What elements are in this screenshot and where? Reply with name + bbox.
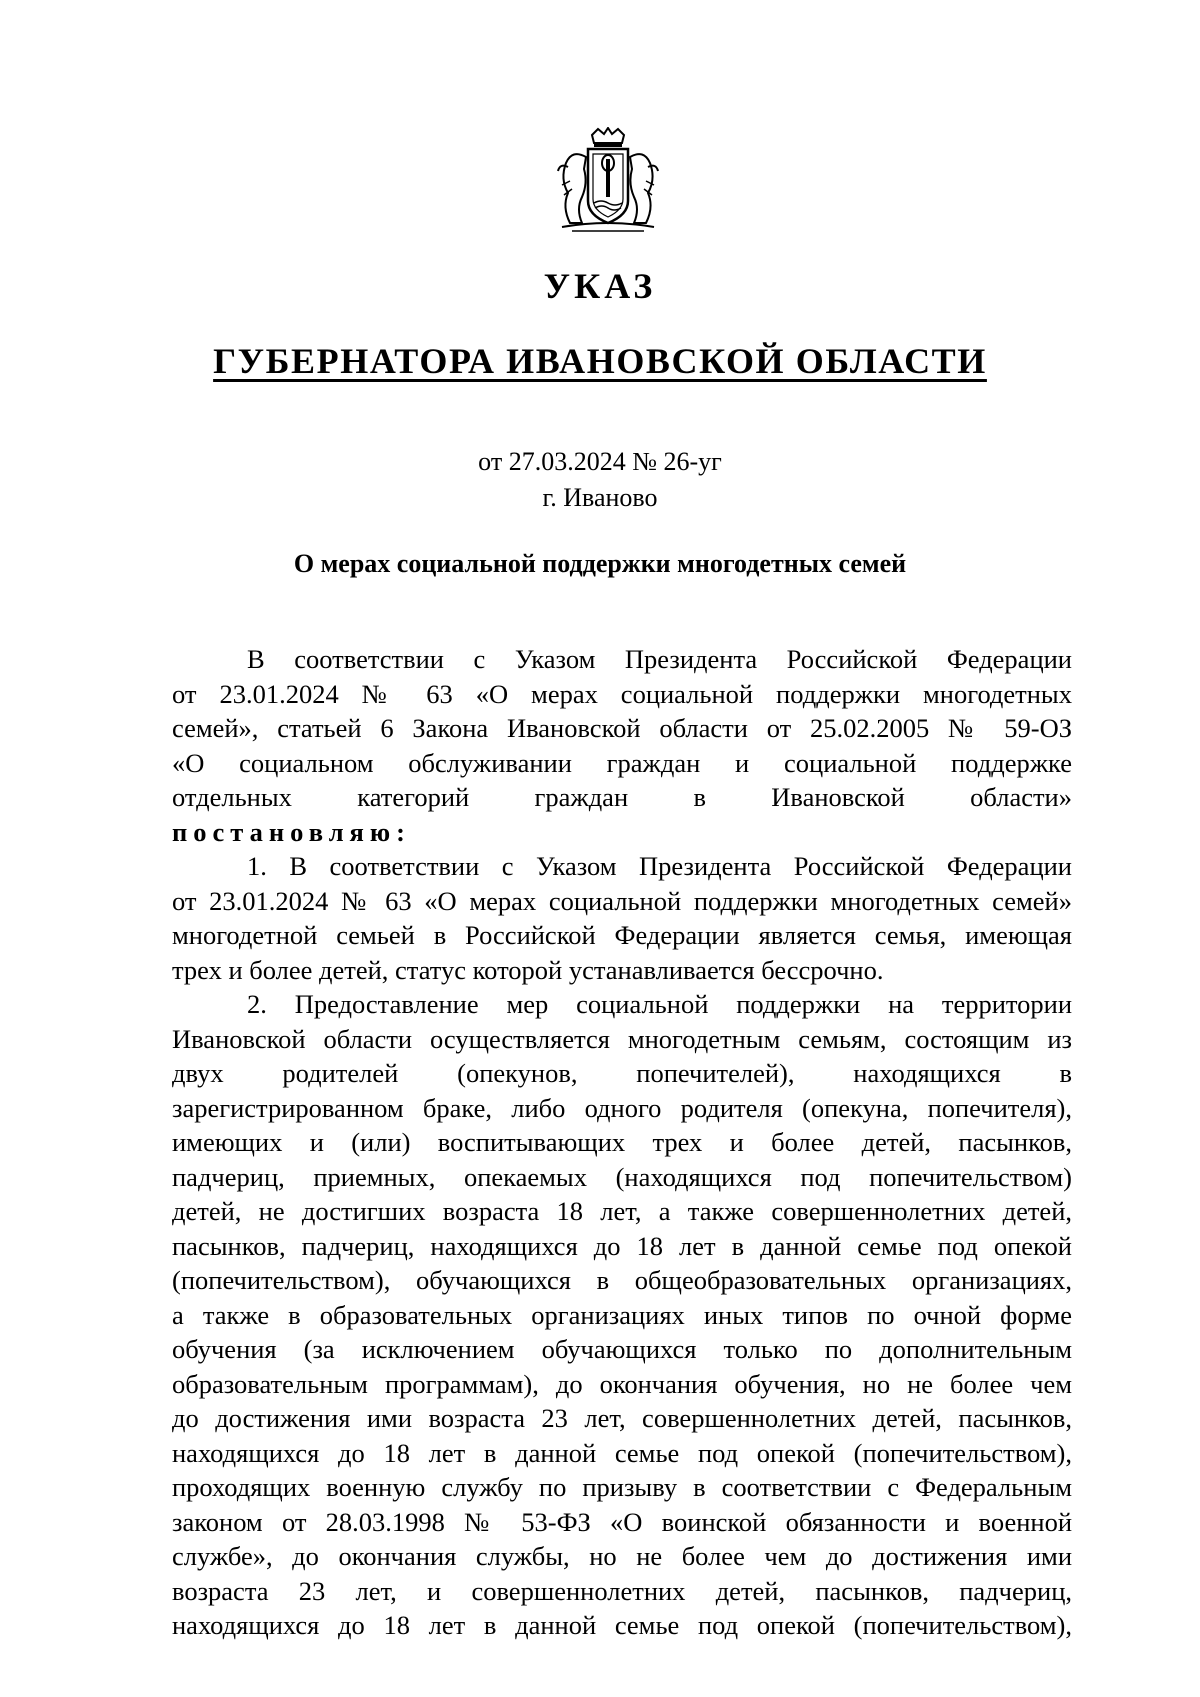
body-line: двух родителей (опекунов, попечителей), находящихся в <box>172 1058 1072 1088</box>
body-line: образовательным программам), до окончания обучения, но не более чем <box>172 1368 1072 1399</box>
body-line: трех и более детей, статус которой устанавливается бессрочно. <box>172 954 884 985</box>
body-line: 1. В соответствии с Указом Президента Российской Федерации <box>247 851 1072 881</box>
decree-word: постановляю: <box>172 816 411 847</box>
body-line: зарегистрированном браке, либо одного родителя (опекуна, попечителя), <box>172 1092 1072 1123</box>
body-line: детей, не достигших возраста 18 лет, а также совершеннолетних детей, <box>172 1196 1072 1226</box>
body-line: находящихся до 18 лет в данной семье под опекой (попечительством), <box>172 1437 1072 1468</box>
decree-date-number: от 27.03.2024 № 26-уг <box>478 447 722 476</box>
ivanovo-oblast-coat-of-arms-icon <box>552 127 664 235</box>
body-line: находящихся до 18 лет в данной семье под опекой (попечительством), <box>172 1610 1072 1640</box>
body-line: многодетной семьей в Российской Федерации является семья, имеющая <box>172 920 1072 950</box>
body-line: от 23.01.2024 № 63 «О мерах социальной поддержки многодетных семей» <box>172 885 1072 916</box>
issuer-title-text: ГУБЕРНАТОРА ИВАНОВСКОЙ ОБЛАСТИ <box>213 341 987 381</box>
body-line: 2. Предоставление мер социальной поддержки на территории <box>247 989 1072 1019</box>
body-line: (попечительством), обучающихся в общеобразовательных организациях, <box>172 1265 1072 1295</box>
body-line: В соответствии с Указом Президента Российской Федерации <box>247 644 1072 674</box>
body-line: проходящих военную службу по призыву в соответствии с Федеральным <box>172 1472 1072 1502</box>
document-body <box>172 642 1072 1643</box>
document-type-title: УКАЗ <box>543 266 657 306</box>
body-line: отдельных категорий граждан в Ивановской области» <box>172 782 1072 812</box>
body-line: «О социальном обслуживании граждан и социальной поддержке <box>172 747 1072 778</box>
body-line: законом от 28.03.1998 № 53-ФЗ «О воинской обязанности и военной <box>172 1506 1072 1537</box>
body-line: имеющих и (или) воспитывающих трех и более детей, пасынков, <box>172 1127 1072 1157</box>
body-line: Ивановской области осуществляется многодетным семьям, состоящим из <box>172 1023 1072 1054</box>
issuer-title <box>0 341 1200 381</box>
body-line: от 23.01.2024 № 63 «О мерах социальной поддержки многодетных <box>172 678 1072 709</box>
decree-subject: О мерах социальной поддержки многодетных семей <box>293 549 907 578</box>
body-line: возраста 23 лет, и совершеннолетних детей, пасынков, падчериц, <box>172 1575 1072 1606</box>
body-line: семей», статьей 6 Закона Ивановской области от 25.02.2005 № 59-ОЗ <box>172 713 1072 743</box>
decree-city: г. Иваново <box>542 483 658 512</box>
body-line: службе», до окончания службы, но не более чем до достижения ими <box>172 1541 1072 1571</box>
body-line: до достижения ими возраста 23 лет, совершеннолетних детей, пасынков, <box>172 1403 1072 1433</box>
body-line: падчериц, приемных, опекаемых (находящихся под попечительством) <box>172 1161 1072 1192</box>
body-line: обучения (за исключением обучающихся только по дополнительным <box>172 1334 1072 1364</box>
body-line: пасынков, падчериц, находящихся до 18 лет в данной семье под опекой <box>172 1230 1072 1261</box>
body-line: а также в образовательных организациях иных типов по очной форме <box>172 1299 1072 1330</box>
